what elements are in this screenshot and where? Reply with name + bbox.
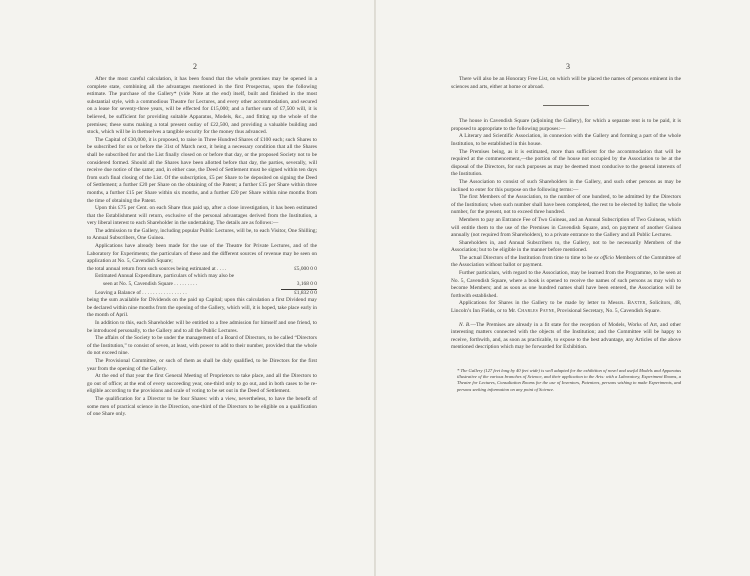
paragraph: The Premises being, as it is estimated, more than sufficient for the accommodation that will be required at the commencement,—the portion of the house not occupied by the Association to be at the disposal of the Directors, for such purposes as may be deemed most conducive to the general interests of the Institution. (451, 148, 681, 178)
paragraph: The house in Cavendish Square (adjoining the Gallery), for which a separate rent is to be paid, it is proposed to appropriate to the following purposes:— (451, 118, 681, 132)
text: —The Premises are already in a fit state for the reception of Models, Works of Art, and other interesting matters connected with the objects of the Institution; and the Committee will be happy to receive, forthwith, and, as soon as practicable, to expose to the best advantage, any Articles of the above mentioned description which may be forwarded for Exhibition. (451, 321, 681, 351)
paragraph: The admission to the Gallery, including popular Public Lectures, will be, to each Visitor, One Shilling; to Annual Subscribers, One Guinea. (87, 227, 317, 242)
paragraph: At the end of that year the first General Meeting of Proprietors to take place, and all the Directors to go out of office; at the end of every succeeding year, one-third only to go out, and in both cases to be re-eligible according to the provisions and scale of voting to be set out in the Deed of Settlement. (87, 373, 317, 395)
ledger-total-amount: £5,000 0 0 (294, 265, 317, 272)
ledger-total-row (87, 266, 317, 274)
paragraph: The Association to consist of such Shareholders in the Gallery, and such other persons as may be inclined to enter for this purpose on the following terms:— (451, 178, 681, 193)
page-number-left: 2 (193, 62, 197, 71)
left-text-column (87, 76, 317, 419)
paragraph: Members to pay an Entrance Fee of Two Guineas, and an Annual Subscription of Two Guineas, which will entitle them to the use of the Premises in Cavendish Square, and, on payment of another Guinea annually (not required from Shareholders), to a private entrance to the Gallery and all Public Lectures. (451, 216, 681, 239)
paragraph-ex-officio (451, 255, 681, 270)
text-italic: ex officio (593, 254, 614, 261)
paragraph: There will also be an Honorary Free List, on which will be placed the names of persons eminent in the sciences and arts, either at home or abroad. (451, 76, 681, 90)
ledger-balance-label: Leaving a Balance of . . . . . . . . . . . . . . . . . (95, 289, 187, 296)
footnote: * The Gallery (127 feet long by 40 feet wide) is well adapted for the exhibition of novel and useful Models and Apparatus illustrative of the various branches of Science, and their application to the Arts: with a Laboratory, Experiment Rooms, a Theatre for Lectures, Consultation Rooms for the use of Inventors, Patentees, persons wishing to make Experiments, and persons seeking information on any point of Science. (457, 368, 681, 392)
ledger-expenditure-label: Estimated Annual Expenditure, particulars of which may also be (95, 273, 235, 280)
paragraph: After the most careful calculation, it has been found that the whole premises may be opened in a complete state, combining all the advantages mentioned in the first Prospectus, upon the following estimate. The purchase of the Gallery* (vide Note at the end) itself, built and finished in the most substantial style, with a commodious Theatre for Lectures, and every other accommodation, and secured on a lease for seventy-three years, will be effected for £15,000; and a further sum of £7,500 will, it is believed, be sufficient for providing suitable Apparatus, Models, &c., and fitting up the whole of the premises; these sums making a total present outlay of £22,500, and providing a valuable building and stock, which will be in themselves a tangible security for the money thus advanced. (87, 76, 317, 136)
paragraph: A Literary and Scientific Association, in connexion with the Gallery and forming a part of the whole Institution, to be established in this house. (451, 133, 681, 147)
right-page (376, 0, 750, 576)
paragraph: The first Members of the Association, to the number of one hundred, to be admitted by the Directors of the Institution; when such number shall have been completed, the rest to be elected by ballot; the whole number, for the present, not to exceed three hundred. (451, 194, 681, 216)
paragraph: The qualification for a Director to be four Shares: with a view, nevertheless, to have the benefit of some men of practical science in the Direction, one-third of the Directors to be eligible on a qualification of one Share only. (87, 395, 317, 418)
paragraph: Upon this £75 per Cent. on each Share thus paid up, after a close investigation, it has been estimated that the Establishment will return, exclusive of the personal advantages derived from the Institution, a very liberal interest to each Shareholder in the undertaking. The details are as follows:— (87, 205, 317, 227)
nb-label: N. B. (459, 321, 471, 328)
text: , Provisional Secretary, No. 5, Cavendish Square. (554, 308, 661, 315)
text: Applications for Shares in the Gallery to be made by letter to Messrs. (459, 300, 628, 307)
ledger-expenditure-label-cont: seen at No. 5, Cavendish Square . . . . . . . . . (103, 281, 198, 288)
paragraph: Applications have already been made for the use of the Theatre for Private Lectures, and of the Laboratory for Experiments; the particulars of these and the different sources of revenue may be seen on application at No. 5, Cavendish Square; (87, 243, 317, 265)
ledger-expenditure-row-1 (87, 273, 317, 281)
page-number-right: 3 (566, 62, 570, 71)
text: Members of the Committee of the Association without ballot or payment. (451, 254, 681, 269)
paragraph-applications (451, 300, 681, 315)
ledger-expenditure-amount: 3,168 0 0 (281, 281, 317, 290)
right-text-column (451, 76, 681, 393)
ledger-expenditure-row-2 (87, 281, 317, 290)
paragraph: The Provisional Committee, or such of them as shall be duly qualified, to be Directors for the first year from the opening of the Gallery. (87, 357, 317, 372)
paragraph: being the sum available for Dividends on the paid up Capital; upon this calculation a first Dividend may be declared within nine months from the opening of the Gallery, which will, it is hoped, take place early in the month of April. (87, 297, 317, 319)
left-page (0, 0, 374, 576)
ledger-balance-amount: £1,832 0 0 (294, 289, 317, 296)
paragraph: The Capital of £30,000, it is proposed, to raise in Three Hundred Shares of £100 each; such Shares to be subscribed for on or before the 31st of March next, it being a necessary condition that all the Shares shall be subscribed for and the List finally closed on or before that day, or the proposed Society not to be considered formed. Should all the Shares have been allotted before that day, the parties, severally, will receive due notice of the same; and, in either case, the Deed of Settlement must be signed within ten days from such final closing of the List. Of the subscription, £5 per Share to be deposited on signing the Deed of Settlement; a further £20 per Share on the obtaining of the Patent; a further £15 per Share within three months, a further £15 per Share within six months, and a further £20 per Share within nine months from the time of obtaining the Patent. (87, 136, 317, 204)
paragraph: Further particulars, with regard to the Association, may be learned from the Programme, to be seen at No. 5, Cavendish Square, where a book is opened to receive the names of such persons as may wish to become Members; and as soon as one hundred names shall have been entered, the Association will be forthwith established. (451, 270, 681, 299)
section-divider (543, 105, 589, 106)
text: , Solicitors, 48, Lincoln’s Inn Fields, or to Mr. (451, 300, 681, 315)
paragraph-nota-bene (451, 322, 681, 352)
paragraph: Shareholders in, and Annual Subscribers to, the Gallery, not to be necessarily Members of the Association; but to be eligible in the manner before mentioned. (451, 239, 681, 254)
paragraph: The affairs of the Society to be under the management of a Board of Directors, to be called “Directors of the Institution,” to consist of seven, at least, with power to add to their number, provided that the whole do not exceed nine. (87, 335, 317, 357)
ledger-total-label: the total annual return from such sources being estimated at . . . . (87, 265, 227, 272)
name-charles-payne: Charles Payne (517, 308, 555, 315)
text: The actual Directors of the Institution from time to time to be (459, 254, 594, 261)
paragraph: In addition to this, each Shareholder will be entitled to a free admission for himself and one friend, to be introduced personally, to the Gallery and to all the Public Lectures. (87, 320, 317, 334)
name-baxter: Baxter (627, 300, 646, 307)
